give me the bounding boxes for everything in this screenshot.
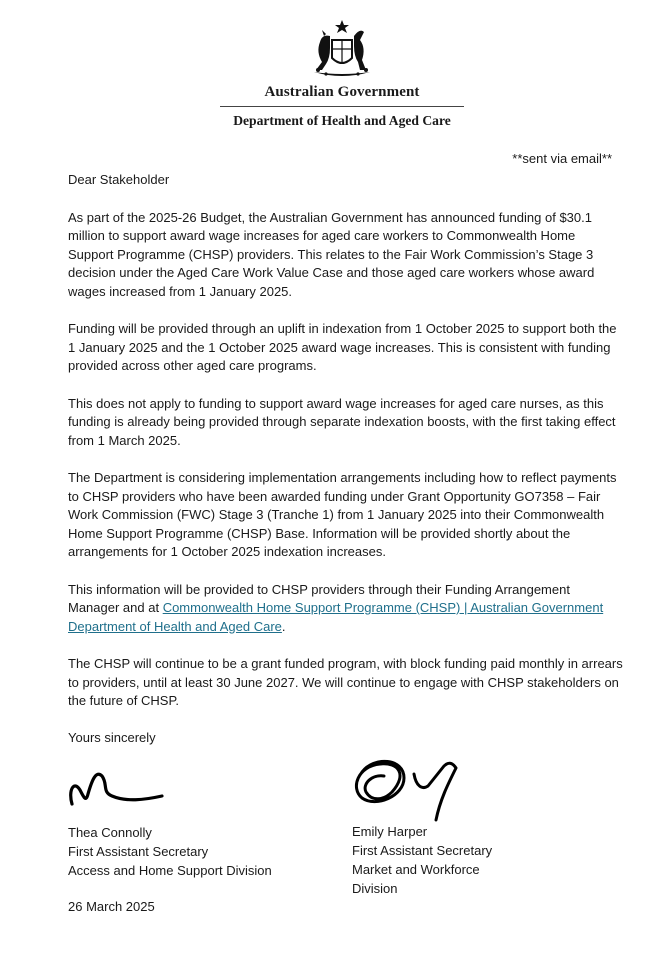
paragraph-future-of-chsp: The CHSP will continue to be a grant funded program, with block funding paid monthly in arrears to providers, until at least 30 June 2027. We will continue to engage with CHSP stakeholders on the future of CHSP. xyxy=(68,656,623,708)
signatory-title: First Assistant Secretary xyxy=(68,844,209,859)
signatory-division-line2: Division xyxy=(352,881,398,896)
signature-emily-harper xyxy=(348,752,468,824)
paragraph-budget-funding: As part of the 2025-26 Budget, the Australian Government has announced funding of $30.1 million to support award wage increases for aged care workers to Commonwealth Home Support Programme (CHSP) providers. This relates to the Fair Work Commission’s Stage 3 decision under the Aged Care Work Value Case and those aged care workers whose award wages increased from 1 January 2025. xyxy=(68,209,595,299)
signatory-division: Access and Home Support Division xyxy=(68,863,272,878)
sent-via-email-note: **sent via email** xyxy=(512,151,612,166)
information-text-end: . xyxy=(281,618,286,634)
government-title: Australian Government xyxy=(264,84,420,100)
letterhead-divider xyxy=(220,106,464,107)
department-title: Department of Health and Aged Care xyxy=(233,113,451,128)
signatory-title: First Assistant Secretary xyxy=(352,843,493,858)
signatory-block-right xyxy=(352,822,492,898)
letter-body xyxy=(68,171,624,730)
paragraph-nurses-exclusion: This does not apply to funding to support award wage increases for aged care nurses, as this funding is already being provided through separate indexation boosts, with the first taking effect from 1 March 2025. xyxy=(68,395,616,448)
signature-thea-connolly xyxy=(66,760,166,810)
letter-date: 26 March 2025 xyxy=(68,899,155,914)
chsp-webpage-link[interactable]: Commonwealth Home Support Programme (CHSP) | Australian Government Department of Health and Aged Care xyxy=(68,600,604,634)
paragraph-indexation-uplift: Funding will be provided through an uplift in indexation from 1 October 2025 to support both the 1 January 2025 and the 1 October 2025 award wage increases. This is consistent with funding provided across other aged care programs. xyxy=(68,321,617,373)
letterhead xyxy=(220,18,464,129)
salutation: Dear Stakeholder xyxy=(68,172,170,187)
coat-of-arms-icon xyxy=(302,18,382,82)
signatory-division-line1: Market and Workforce xyxy=(352,862,480,877)
signatory-name: Emily Harper xyxy=(352,824,428,839)
signatory-name: Thea Connolly xyxy=(68,825,152,840)
closing: Yours sincerely xyxy=(68,730,156,745)
paragraph-information xyxy=(68,581,624,637)
signatory-block-left xyxy=(68,823,272,880)
paragraph-implementation: The Department is considering implementation arrangements including how to reflect payments to CHSP providers who have been awarded funding under Grant Opportunity GO7358 – Fair Work Commission (FWC) Stage 3 (Tranche 1) from 1 January 2025 into their Commonwealth Home Support Programme (CHSP) Base. Information will be provided shortly about the arrangements for 1 October 2025 indexation increases. xyxy=(68,470,617,559)
information-text: This information will be provided to CHSP providers through their Funding Arrangement Manager and at xyxy=(68,581,570,615)
